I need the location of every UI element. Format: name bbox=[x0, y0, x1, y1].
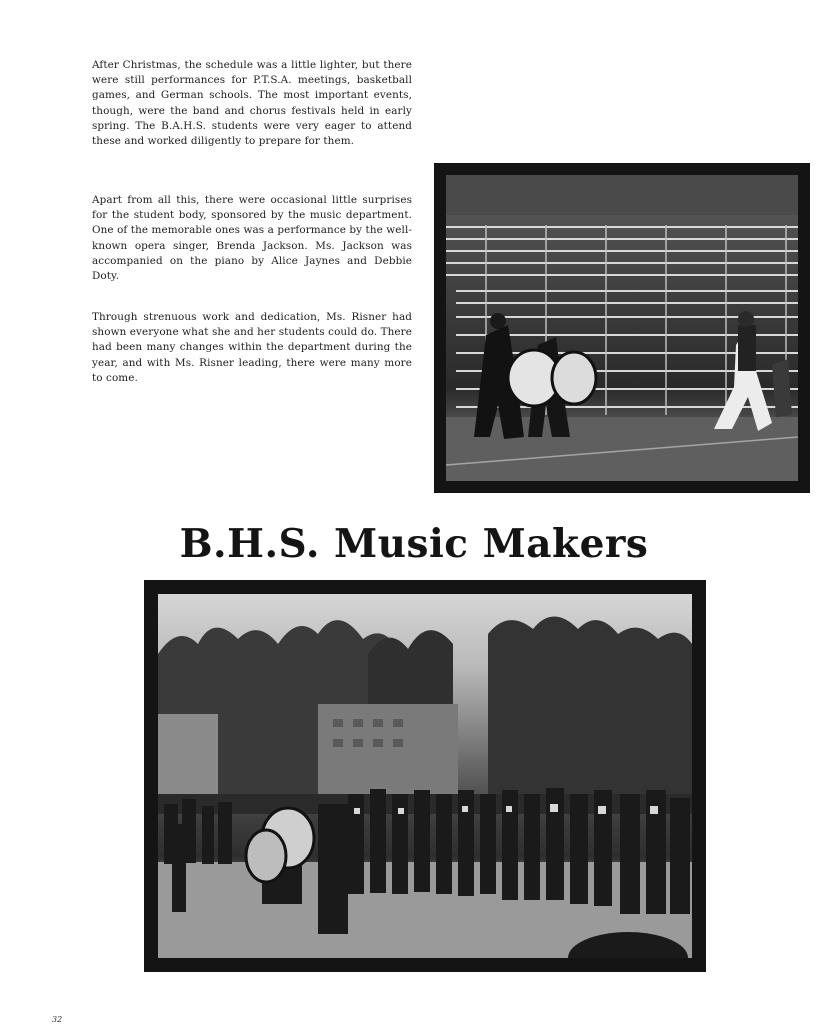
stadium-scene-graphic bbox=[446, 175, 798, 481]
photo-drummers-stadium-image bbox=[446, 175, 798, 481]
photo-marching-band-field-image bbox=[158, 594, 692, 958]
marching-band-scene-graphic bbox=[158, 594, 692, 958]
photo-drummers-stadium bbox=[434, 163, 810, 493]
page-headline: B.H.S. Music Makers bbox=[179, 521, 649, 567]
body-paragraph-2: Apart from all this, there were occasional little surprises for the student body, sponsored by the music department. One of the memorable ones was a performance by the well-known opera singer, Brenda Jackson. Ms. Jackson was accompanied on the piano by Alice Jaynes and Debbie Doty. bbox=[92, 194, 412, 283]
body-paragraph-1: After Christmas, the schedule was a little lighter, but there were still performances for P.T.S.A. meetings, basketball games, and German schools. The most important events, though, were the band and chorus festivals held in early spring. The B.A.H.S. students were very eager to attend these and worked diligently to prepare for them. bbox=[92, 59, 412, 148]
page-number: 32 bbox=[52, 1015, 63, 1024]
body-paragraph-3: Through strenuous work and dedication, Ms. Risner had shown everyone what she and her students could do. There had been many changes within the department during the year, and with Ms. Risner leading, there were many more to come. bbox=[92, 311, 412, 384]
photo-marching-band-field bbox=[144, 580, 706, 972]
